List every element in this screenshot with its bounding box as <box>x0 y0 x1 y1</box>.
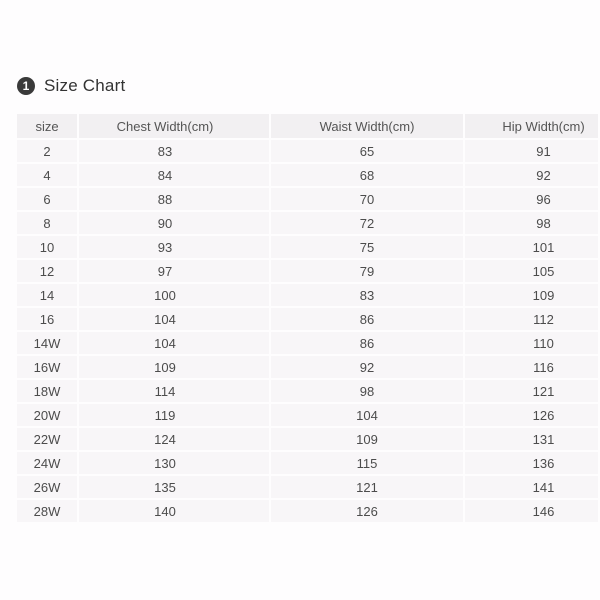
table-cell: 14 <box>17 284 77 306</box>
table-row <box>17 500 598 522</box>
table-cell: 101 <box>465 236 598 258</box>
table-cell: 16W <box>17 356 77 378</box>
table-cell: 86 <box>271 308 463 330</box>
table-row <box>17 164 598 186</box>
table-cell: 68 <box>271 164 463 186</box>
table-cell: 65 <box>271 140 463 162</box>
table-cell: 14W <box>17 332 77 354</box>
table-cell: 28W <box>17 500 77 522</box>
table-cell: 84 <box>79 164 269 186</box>
table-row <box>17 260 598 282</box>
table-cell: 119 <box>79 404 269 426</box>
table-cell: 70 <box>271 188 463 210</box>
table-cell: 98 <box>465 212 598 234</box>
table-cell: 131 <box>465 428 598 450</box>
table-cell: 146 <box>465 500 598 522</box>
table-cell: 24W <box>17 452 77 474</box>
table-cell: 100 <box>79 284 269 306</box>
table-cell: 83 <box>271 284 463 306</box>
table-cell: 114 <box>79 380 269 402</box>
table-row <box>17 236 598 258</box>
table-cell: 96 <box>465 188 598 210</box>
table-cell: 109 <box>271 428 463 450</box>
table-cell: 121 <box>271 476 463 498</box>
table-cell: 97 <box>79 260 269 282</box>
table-cell: 104 <box>79 332 269 354</box>
table-cell: 12 <box>17 260 77 282</box>
table-cell: 16 <box>17 308 77 330</box>
table-cell: 83 <box>79 140 269 162</box>
section-header <box>17 76 125 96</box>
table-header-row <box>17 114 598 138</box>
table-cell: 136 <box>465 452 598 474</box>
table-cell: 104 <box>271 404 463 426</box>
table-cell: 109 <box>79 356 269 378</box>
table-row <box>17 404 598 426</box>
table-cell: 121 <box>465 380 598 402</box>
table-cell: 75 <box>271 236 463 258</box>
table-cell: 4 <box>17 164 77 186</box>
table-cell: 79 <box>271 260 463 282</box>
table-row <box>17 332 598 354</box>
table-cell: 98 <box>271 380 463 402</box>
table-cell: 141 <box>465 476 598 498</box>
table-cell: 130 <box>79 452 269 474</box>
table-row <box>17 476 598 498</box>
table-cell: 110 <box>465 332 598 354</box>
table-cell: 2 <box>17 140 77 162</box>
table-cell: 116 <box>465 356 598 378</box>
column-header-waist: Waist Width(cm) <box>271 114 463 138</box>
section-number-badge-icon: 1 <box>17 77 35 95</box>
table-cell: 26W <box>17 476 77 498</box>
table-cell: 20W <box>17 404 77 426</box>
table-cell: 92 <box>465 164 598 186</box>
table-cell: 124 <box>79 428 269 450</box>
table-row <box>17 356 598 378</box>
table-cell: 88 <box>79 188 269 210</box>
table-row <box>17 212 598 234</box>
table-row <box>17 308 598 330</box>
column-header-chest: Chest Width(cm) <box>79 114 269 138</box>
table-cell: 90 <box>79 212 269 234</box>
table-cell: 135 <box>79 476 269 498</box>
table-cell: 105 <box>465 260 598 282</box>
table-cell: 112 <box>465 308 598 330</box>
size-chart-table <box>15 112 600 524</box>
table-cell: 126 <box>465 404 598 426</box>
table-cell: 8 <box>17 212 77 234</box>
table-cell: 6 <box>17 188 77 210</box>
table-cell: 115 <box>271 452 463 474</box>
table-cell: 72 <box>271 212 463 234</box>
table-row <box>17 380 598 402</box>
table-row <box>17 452 598 474</box>
table-row <box>17 284 598 306</box>
table-cell: 91 <box>465 140 598 162</box>
table-body <box>17 140 598 522</box>
table-row <box>17 140 598 162</box>
table-cell: 22W <box>17 428 77 450</box>
table-cell: 140 <box>79 500 269 522</box>
table-cell: 92 <box>271 356 463 378</box>
table-row <box>17 188 598 210</box>
table-cell: 104 <box>79 308 269 330</box>
column-header-size: size <box>17 114 77 138</box>
table-cell: 126 <box>271 500 463 522</box>
table-cell: 109 <box>465 284 598 306</box>
table-cell: 86 <box>271 332 463 354</box>
column-header-hip: Hip Width(cm) <box>465 114 598 138</box>
table-cell: 10 <box>17 236 77 258</box>
section-title: Size Chart <box>44 76 126 95</box>
table-row <box>17 428 598 450</box>
table-cell: 93 <box>79 236 269 258</box>
table-cell: 18W <box>17 380 77 402</box>
